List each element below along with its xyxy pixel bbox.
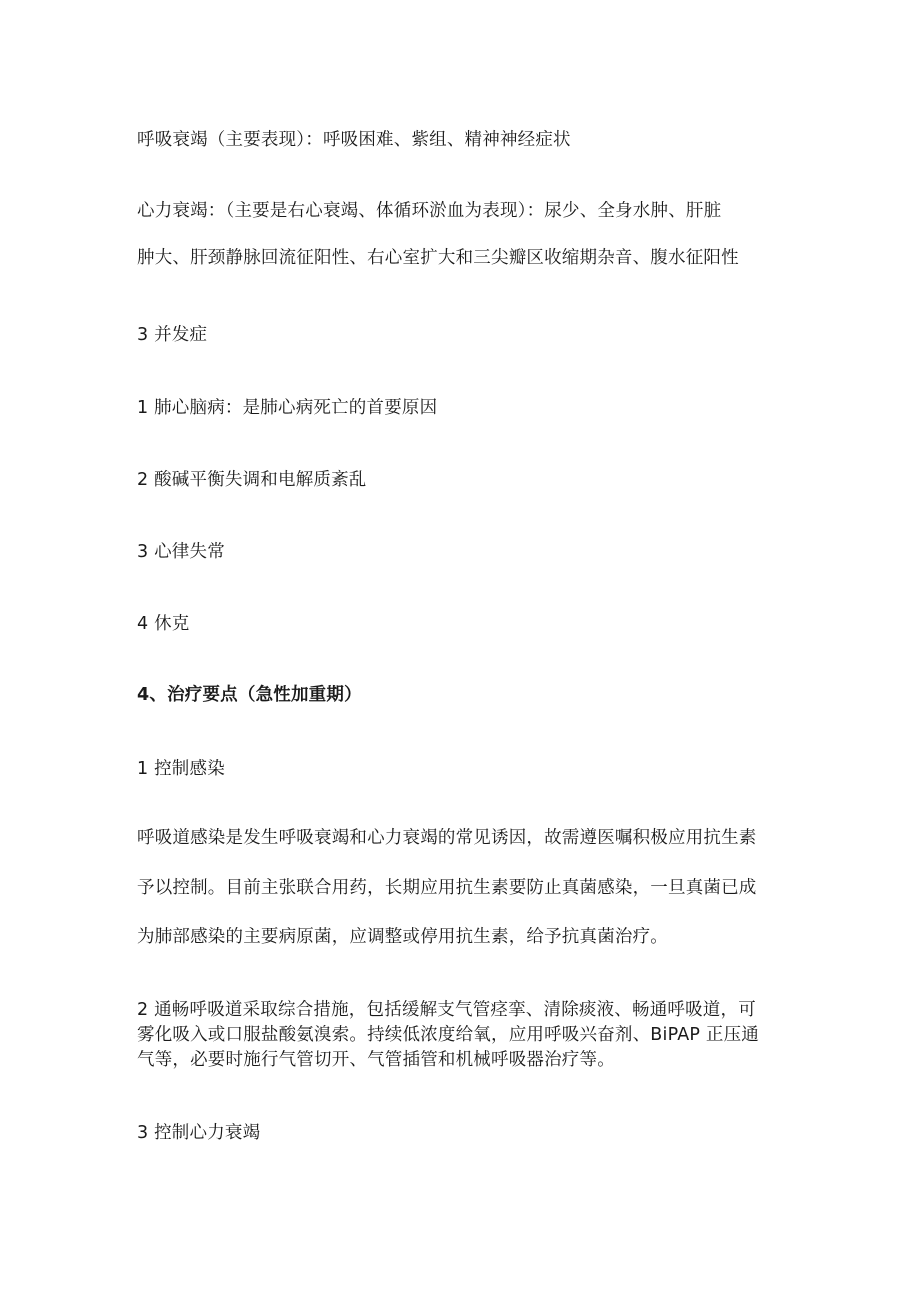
treatment-item-1: 1 控制感染 [137,759,225,779]
heart-failure-line-1: 心力衰竭：（主要是右心衰竭、体循环淤血为表现）：尿少、全身水肿、肝脏 [137,201,722,221]
treatment-heading: 4、治疗要点（急性加重期） [137,685,362,705]
complications-heading: 3 并发症 [137,325,208,345]
airway-paragraph-line-2: 雾化吸入或口服盐酸氨溴索。持续低浓度给氧，应用呼吸兴奋剂、BiPAP 正压通 [137,1025,759,1045]
treatment-item-3: 3 控制心力衰竭 [137,1123,261,1143]
airway-paragraph-line-1: 2 通畅呼吸道采取综合措施，包括缓解支气管痉挛、清除痰液、畅通呼吸道，可 [137,1000,756,1020]
complication-item-3: 3 心律失常 [137,542,225,562]
complication-item-4: 4 休克 [137,614,190,634]
complication-item-1: 1 肺心脑病：是肺心病死亡的首要原因 [137,398,438,418]
airway-paragraph-line-3: 气等，必要时施行气管切开、气管插管和机械呼吸器治疗等。 [137,1050,615,1070]
infection-paragraph-line-2: 予以控制。目前主张联合用药，长期应用抗生素要防止真菌感染，一旦真菌已成 [137,878,757,898]
infection-paragraph-line-1: 呼吸道感染是发生呼吸衰竭和心力衰竭的常见诱因，故需遵医嘱积极应用抗生素 [137,828,757,848]
heart-failure-line-2: 肿大、肝颈静脉回流征阳性、右心室扩大和三尖瓣区收缩期杂音、腹水征阳性 [137,248,739,268]
complication-item-2: 2 酸碱平衡失调和电解质紊乱 [137,470,367,490]
infection-paragraph-line-3: 为肺部感染的主要病原菌，应调整或停用抗生素，给予抗真菌治疗。 [137,927,668,947]
respiratory-failure-line: 呼吸衰竭（主要表现）：呼吸困难、紫组、精神神经症状 [137,130,571,150]
